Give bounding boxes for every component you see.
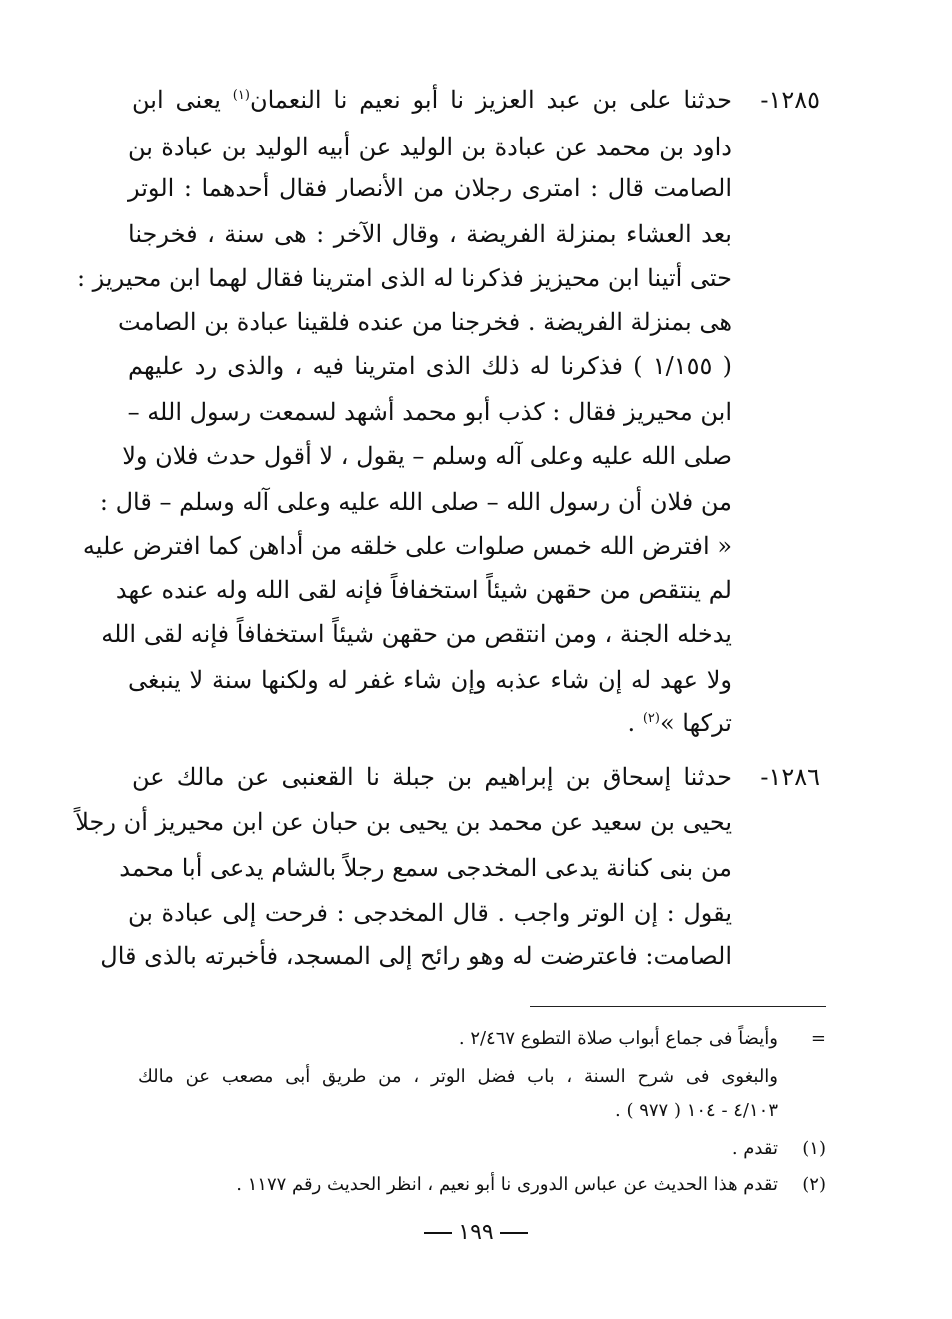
hadith-text-line: داود بن محمد عن عبادة بن الوليد عن أبيه الوليد بن عبادة بن <box>128 133 732 161</box>
page-number-value: ١٩٩ <box>458 1220 494 1245</box>
footnote-1 <box>732 1134 826 1164</box>
dash-ornament <box>424 1232 452 1234</box>
footnote-text: وأيضاً فى جماع أبواب صلاة التطوع ٢/٤٦٧ . <box>458 1028 778 1049</box>
hadith-text-line: هى بمنزلة الفريضة . فخرجنا من عنده فلقينا عبادة بن الصامت <box>118 308 732 336</box>
hadith-text-line: ابن محيريز فقال : كذب أبو محمد أشهد لسمعت رسول الله – <box>127 398 732 426</box>
hadith-text-line: حتى أتينا ابن محيزيز فذكرنا له الذى امترينا فقال لهما ابن محيريز : <box>76 264 732 292</box>
hadith-text-line: من فلان أن رسول الله – صلى الله عليه وعلى آله وسلم – قال : <box>99 488 732 516</box>
hadith-text-line: الصامت: فاعترضت له وهو رائح إلى المسجد، فأخبرته بالذى قال <box>100 942 732 970</box>
footnote-ref: (١) <box>232 88 250 103</box>
hadith-1286-line-1 <box>128 757 820 797</box>
hadith-text-line <box>132 80 732 120</box>
footnote-continuation-line <box>459 1024 826 1054</box>
footnote-continuation-line <box>138 1062 778 1092</box>
footnote-text: ٤/١٠٣ - ١٠٤ ( ٩٧٧ ) . <box>615 1100 778 1121</box>
text-segment: . <box>627 709 643 737</box>
hadith-1285-line-1 <box>128 80 820 120</box>
footnote-mark: (٢) <box>802 1174 826 1195</box>
hadith-text-line: يحيى بن سعيد عن محمد بن يحيى بن حبان عن ابن محيريز أن رجلاً <box>75 808 732 836</box>
continuation-mark: = <box>810 1028 826 1049</box>
text-segment: تركها » <box>659 709 732 737</box>
footnote-mark: (١) <box>802 1138 826 1159</box>
hadith-text-line: يقول : إن الوتر واجب . قال المخدجى : فرحت إلى عبادة بن <box>128 899 732 927</box>
hadith-text-line: لم ينتقص من حقهن شيئاً استخفافاً فإنه لقى الله وله عنده عهد <box>115 576 732 604</box>
hadith-number: ١٢٨٥- <box>760 86 820 114</box>
hadith-number: ١٢٨٦- <box>760 763 820 791</box>
text-segment: يعنى ابن <box>132 86 221 114</box>
footnote-continuation-line <box>615 1096 778 1126</box>
hadith-text-line: « افترض الله خمس صلوات على خلقه من أداهن كما افترض عليه <box>82 532 732 560</box>
text-segment: حدثنا على بن عبد العزيز نا أبو نعيم نا النعمان <box>249 86 732 114</box>
hadith-text-line: ( ١/١٥٥ ) فذكرنا له ذلك الذى امترينا فيه ، والذى رد عليهم <box>128 352 732 380</box>
hadith-text-line: الصامت قال : امترى رجلان من الأنصار فقال أحدهما : الوتر <box>128 174 732 202</box>
footnote-text: تقدم . <box>731 1138 778 1159</box>
footnote-ref: (٢) <box>642 711 660 726</box>
hadith-text-line: حدثنا إسحاق بن إبراهيم بن جبلة نا القعنبى عن مالك عن <box>132 763 732 791</box>
page-number <box>376 1218 576 1248</box>
footnote-text: تقدم هذا الحديث عن عباس الدورى نا أبو نعيم ، انظر الحديث رقم ١١٧٧ . <box>236 1174 778 1195</box>
dash-ornament <box>500 1232 528 1234</box>
footnote-text: والبغوى فى شرح السنة ، باب فضل الوتر ، من طريق أبى مصعب عن مالك <box>138 1066 778 1087</box>
hadith-text-line-last <box>128 703 732 743</box>
footnote-separator <box>530 1006 826 1007</box>
footnote-2 <box>236 1170 826 1200</box>
hadith-text-line: يدخله الجنة ، ومن انتقص من حقهن شيئاً استخفافاً فإنه لقى الله <box>101 620 732 648</box>
hadith-text-line: ولا عهد له إن شاء عذبه وإن شاء غفر له ولكنها سنة لا ينبغى <box>128 666 732 694</box>
hadith-text-line: صلى الله عليه وعلى آله وسلم – يقول ، لا أقول حدث فلان ولا <box>122 442 732 470</box>
hadith-text-line: بعد العشاء بمنزلة الفريضة ، وقال الآخر : هى سنة ، فخرجنا <box>128 220 732 248</box>
hadith-text-line: من بنى كنانة يدعى المخدجى سمع رجلاً بالشام يدعى أبا محمد <box>119 854 732 882</box>
